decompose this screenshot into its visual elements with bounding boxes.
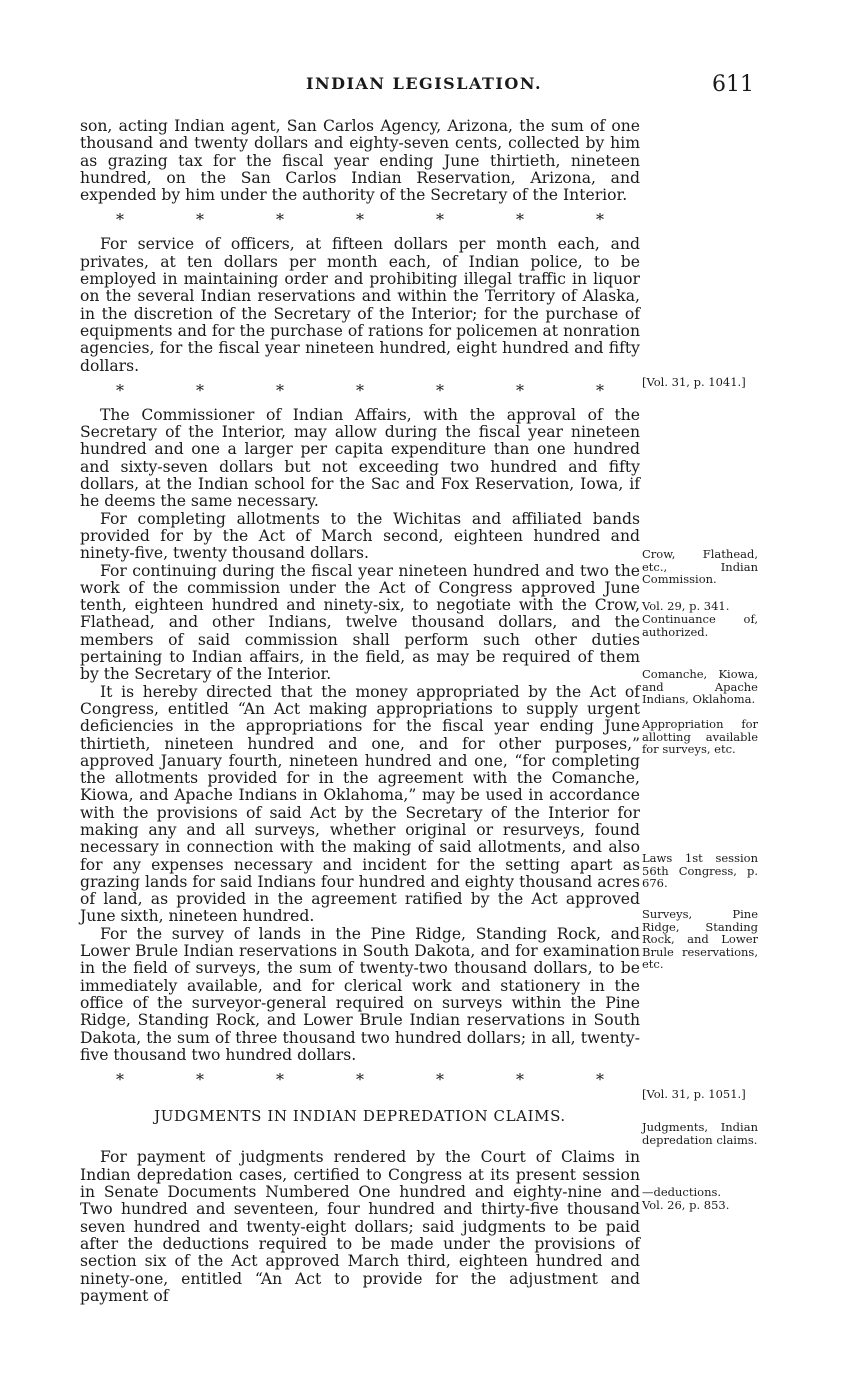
star: * [356, 380, 364, 400]
margin-note-appropriation: Appropriation for allotting available for surveys, etc. [642, 717, 758, 757]
star: * [596, 380, 604, 400]
margin-note-continuance: Continuance of, authorized. [642, 612, 758, 639]
star: * [196, 380, 204, 400]
star: * [516, 210, 524, 230]
margin-reference: [Vol. 31, p. 1041.] [642, 375, 746, 389]
margin-note-judgments: Judgments, Indian depredation claims. [642, 1120, 758, 1147]
star: * [116, 1070, 124, 1090]
star: * [596, 1070, 604, 1090]
ellipsis-stars [116, 212, 604, 228]
paragraph: For service of officers, at fifteen dollars per month each, and privates, at ten dollars per month each, of Indian police, to be employed in maintaining order and prohibiting illegal traffic in liquor on the several Indian reservations and within the Territory of Alaska, in the discretion of the Secretary of the Interior; for the purchase of equipments and for the purchase of rations for policemen at nonration agencies, for the fiscal year nineteen hundred, eight hundred and fifty dollars. [80, 235, 640, 375]
margin-reference: [Vol. 31, p. 1051.] [642, 1087, 746, 1101]
main-text-column [80, 118, 640, 1305]
star: * [276, 1070, 284, 1090]
star: * [276, 210, 284, 230]
star: * [276, 380, 284, 400]
star: * [596, 210, 604, 230]
star: * [116, 210, 124, 230]
star: * [436, 1070, 444, 1090]
ellipsis-stars [116, 1072, 604, 1088]
ellipsis-stars [116, 380, 604, 400]
paragraph: For completing allotments to the Wichitas and affiliated bands provided for by the Act of March second, eighteen hundred and ninety-five, twenty thousand dollars. [80, 509, 640, 563]
star: * [356, 1070, 364, 1090]
margin-note-volume: Vol. 29, p. 341. [642, 599, 730, 613]
star: * [116, 380, 124, 400]
paragraph: For payment of judgments rendered by the Court of Claims in Indian depredation cases, certified to Congress at its present session in Senate Documents Numbered One hundred and eighty-nine and Two hundred and seventeen, four hundred and thirty-five thousand seven hundred and twenty-eight dollars; said judgments to be paid after the deductions required to be made under the provisions of section six of the Act approved March third, eighteen hundred and ninety-one, entitled “An Act to provide for the adjustment and payment of [80, 1148, 640, 1305]
paragraph: It is hereby directed that the money appropriated by the Act of Congress, entitled “An Act making appropriations to supply urgent deficiencies in the appropriations for the fiscal year ending June thirtieth, nineteen hundred and one, and for other purposes,” approved January fourth, nineteen hundred and one, “for completing the allotments provided for in the agreement with the Comanche, Kiowa, and Apache Indians in Oklahoma,” may be used in accordance with the provisions of said Act by the Secretary of the Interior for making any and all surveys, whether original or resurveys, found necessary in connection with the making of said allotments, and also for any expenses necessary and incident for the setting apart as grazing lands for said Indians four hundred and eighty thousand acres of land, as provided in the agreement ratified by the Act approved June sixth, nineteen hundred. [80, 682, 640, 926]
section-heading: JUDGMENTS IN INDIAN DEPREDATION CLAIMS. [154, 1107, 566, 1126]
star: * [436, 380, 444, 400]
margin-note-crow-commission: Crow, Flathead, etc., Indian Commission. [642, 547, 758, 587]
paragraph: The Commissioner of Indian Affairs, with the approval of the Secretary of the Interior, may allow during the fiscal year nineteen hundred and one a larger per capita expenditure than one hundred and sixty-seven dollars but not exceeding two hundred and fifty dollars, at the Indian school for the Sac and Fox Reservation, Iowa, if he deems the same necessary. [80, 405, 640, 511]
margin-note-deductions: —deductions. [642, 1185, 722, 1199]
page-number: 611 [712, 72, 754, 97]
star: * [196, 210, 204, 230]
margin-note-surveys: Surveys, Pine Ridge, Standing Rock, and Lower Brule reservations, etc. [642, 907, 758, 972]
star: * [516, 380, 524, 400]
margin-note-comanche: Comanche, Kiowa, and Apache Indians, Oklahoma. [642, 667, 758, 707]
star: * [516, 1070, 524, 1090]
star: * [356, 210, 364, 230]
star: * [436, 210, 444, 230]
paragraph: For continuing during the fiscal year nineteen hundred and two the work of the commission under the Act of Congress approved June tenth, eighteen hundred and ninety-six, to negotiate with the Crow, Flathead, and other Indians, twelve thousand dollars, and the members of said commission shall perform such other duties pertaining to Indian affairs, in the field, as may be required of them by the Secretary of the Interior. [80, 561, 640, 684]
running-title: INDIAN LEGISLATION. [306, 74, 543, 93]
star: * [196, 1070, 204, 1090]
margin-note-laws: Laws 1st session 56th Congress, p. 676. [642, 851, 758, 891]
page-header [80, 74, 760, 98]
paragraph: For the survey of lands in the Pine Ridge, Standing Rock, and Lower Brule Indian reservations in South Dakota, and for examination in the field of surveys, the sum of twenty-two thousand dollars, to be immediately available, and for clerical work and stationery in the office of the surveyor-general required on surveys within the Pine Ridge, Standing Rock, and Lower Brule Indian reservations in South Dakota, the sum of three thousand two hundred dollars; in all, twenty-five thousand two hundred dollars. [80, 924, 640, 1064]
margin-note-volume: Vol. 26, p. 853. [642, 1198, 730, 1212]
paragraph: son, acting Indian agent, San Carlos Agency, Arizona, the sum of one thousand and twenty dollars and eighty-seven cents, collected by him as grazing tax for the fiscal year ending June thirtieth, nineteen hundred, on the San Carlos Indian Reservation, Arizona, and expended by him under the authority of the Secretary of the Interior. [80, 117, 640, 205]
